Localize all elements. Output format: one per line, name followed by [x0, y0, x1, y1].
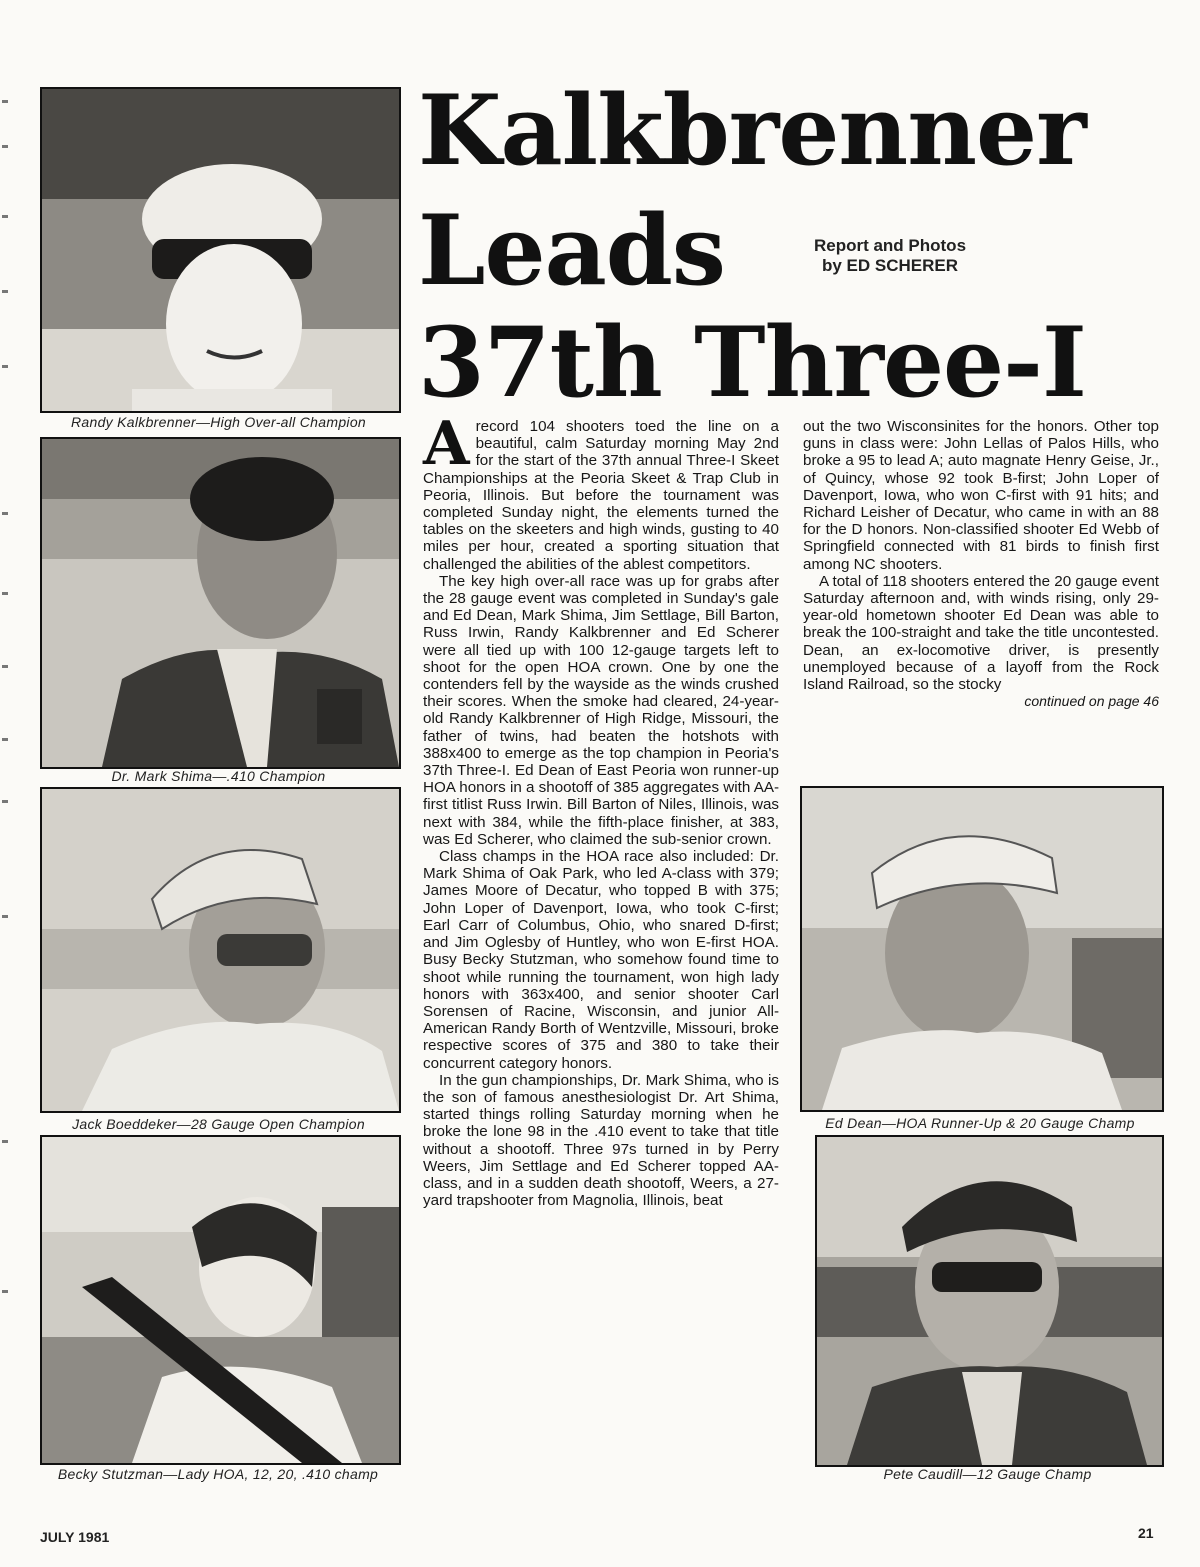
scan-mark [2, 215, 8, 218]
photo-mark-shima [40, 437, 401, 769]
page-number: 21 [1138, 1525, 1154, 1541]
scan-mark [2, 512, 8, 515]
headline-line-2: Leads [418, 194, 725, 307]
article-column-2 [803, 418, 1159, 710]
scan-mark [2, 1290, 8, 1293]
scan-mark [2, 665, 8, 668]
portrait-image [802, 788, 1162, 1110]
caption-becky-stutzman: Becky Stutzman—Lady HOA, 12, 20, .410 champ [57, 1466, 379, 1482]
portrait-image [42, 89, 399, 411]
article-paragraph: Class champs in the HOA race also included: Dr. Mark Shima of Oak Park, who led A-class with 379; James Moore of Decatur, who topped B with 375; John Loper of Davenport, Iowa, who took C-first; Earl Carr of Columbus, Ohio, who snared D-first; and Jim Oglesby of Huntley, who won E-first HOA. Busy Becky Stutzman, who somehow found time to shoot while running the tournament, won high lady honors with 363x400, and senior shooter Carl Sorensen of Racine, Wisconsin, and junior All-American Randy Borth of Wentzville, Missouri, broke respective scores of 375 and 380 to take their concurrent category honors. [423, 848, 779, 1072]
scan-mark [2, 915, 8, 918]
article-paragraph: A total of 118 shooters entered the 20 gauge event Saturday afternoon and, with winds rising, only 29-year-old hometown shooter Ed Dean was able to break the 100-straight and take the title uncontested. Dean, an ex-locomotive driver, is presently unemployed because of a layoff from the Rock Island Railroad, so the stocky [803, 572, 1160, 694]
photo-ed-dean [800, 786, 1164, 1112]
issue-date: JULY 1981 [40, 1529, 110, 1545]
byline-author: by ED SCHERER [821, 256, 959, 275]
photo-becky-stutzman [40, 1135, 401, 1465]
caption-ed-dean: Ed Dean—HOA Runner-Up & 20 Gauge Champ [825, 1115, 1135, 1131]
headline-line-3: 37th Three-I [418, 306, 1086, 419]
scan-mark [2, 290, 8, 293]
caption-pete-caudill: Pete Caudill—12 Gauge Champ [883, 1466, 1092, 1482]
article-paragraph-text: record 104 shooters toed the line on a beautiful, calm Saturday morning May 2nd for the start of the 37th annual Three-I Skeet Championships at the Peoria Skeet & Trap Club in Peoria, Illinois. But before the tournament was completed Sunday night, the elements turned the tables on the skeeters and high winds, gusting to 40 miles per hour, created a sporting situation that challenged the abilities of the ablest competitors. [423, 418, 779, 573]
article-paragraph: out the two Wisconsinites for the honors. Other top guns in class were: John Lellas of Palos Hills, who broke a 95 to lead A; auto magnate Henry Geise, Jr., of Quincy, whose 92 took B-first; John Loper of Davenport, Iowa, who won C-first with 91 hits; and Richard Leisher of Decatur, who came in with an 88 for the D honors. Non-classified shooter Ed Webb of Springfield connected with 81 birds to finish first among NC shooters. [803, 418, 1159, 573]
portrait-image [42, 1137, 399, 1463]
portrait-image [817, 1137, 1162, 1465]
photo-pete-caudill [815, 1135, 1164, 1467]
caption-mark-shima: Dr. Mark Shima—.410 Champion [111, 768, 326, 784]
portrait-image [42, 439, 399, 767]
scan-mark [2, 100, 8, 103]
article-column-1 [423, 409, 780, 1210]
drop-cap: A [423, 409, 470, 479]
article-paragraph: In the gun championships, Dr. Mark Shima, who is the son of famous anesthesiologist Dr. Art Shima, started things rolling Saturday morning when he broke the lone 98 in the .410 event to take that title without a shootoff. Three 97s turned in by Perry Weers, Jim Settlage and Ed Scherer topped AA-class, and in a sudden death shootoff, Weers, a 27-yard trapshooter from Magnolia, Illinois, beat [423, 1071, 779, 1210]
article-paragraph [423, 409, 779, 573]
photo-jack-boeddeker [40, 787, 401, 1113]
byline-report: Report and Photos [813, 236, 967, 255]
caption-randy-kalkbrenner: Randy Kalkbrenner—High Over-all Champion [71, 414, 366, 430]
caption-jack-boeddeker: Jack Boeddeker—28 Gauge Open Champion [72, 1116, 365, 1132]
photo-randy-kalkbrenner [40, 87, 401, 413]
scan-mark [2, 592, 8, 595]
byline [790, 236, 990, 276]
scan-mark [2, 800, 8, 803]
headline-line-1: Kalkbrenner [418, 74, 1086, 187]
article-paragraph: The key high over-all race was up for grabs after the 28 gauge event was completed in Sunday's gale and Ed Dean, Mark Shima, Jim Settlage, Bill Barton, Russ Irwin, Randy Kalkbrenner and Ed Scherer were all tied up with 100 12-gauge targets left to shoot for the open HOA crown. One by one the contenders fell by the wayside as the winds crushed their scores. When the smoke had cleared, 24-year-old Randy Kalkbrenner of High Ridge, Missouri, the father of twins, had beaten the hotshots with 388x400 to emerge as the top champion in Peoria's 37th Three-I. Ed Dean of East Peoria won runner-up HOA honors in a shootoff of 385 aggregates with AA-first titlist Russ Irwin. Bill Barton of Niles, Illinois, was next with 384, while the fifth-place finisher, at 383, was Ed Scherer, who claimed the sub-senior crown. [423, 572, 780, 848]
scan-mark [2, 145, 8, 148]
scan-mark [2, 365, 8, 368]
continued-note: continued on page 46 [1024, 693, 1159, 710]
portrait-image [42, 789, 399, 1111]
scan-mark [2, 738, 8, 741]
scan-mark [2, 1140, 8, 1143]
